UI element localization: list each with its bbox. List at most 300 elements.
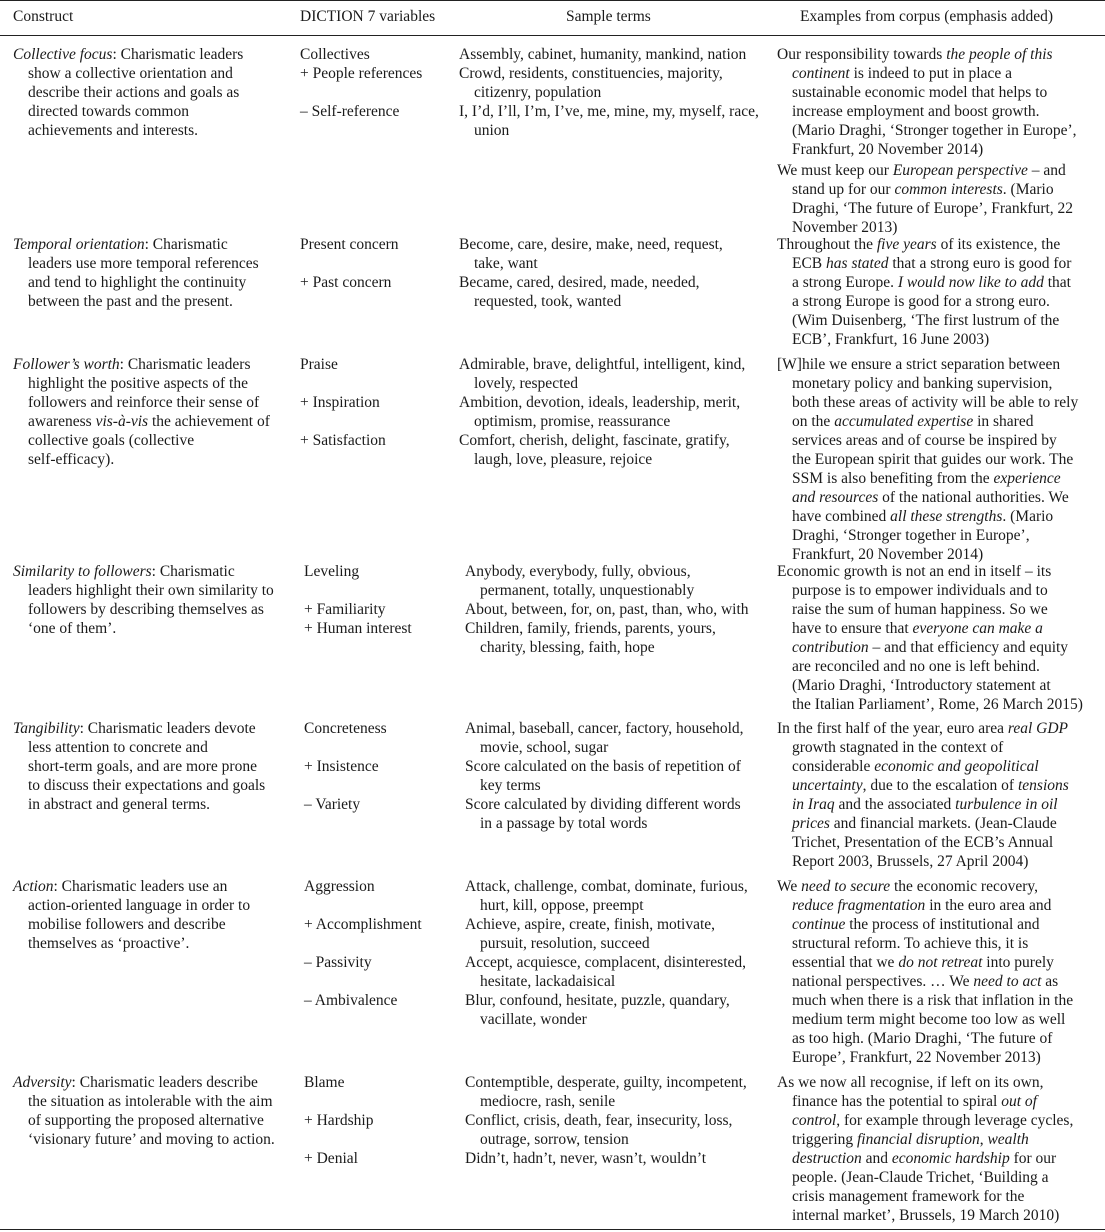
emphasis: European perspective bbox=[892, 162, 1028, 180]
text-run: structural reform. To achieve this, it is bbox=[792, 935, 1029, 953]
text-run: a strong Europe is good for a strong euro. bbox=[792, 293, 1050, 311]
terms-line: Score calculated on the basis of repetition of bbox=[465, 758, 741, 776]
text-run: of supporting the proposed alternative bbox=[28, 1112, 264, 1130]
terms-line: Ambition, devotion, ideals, leadership, merit, bbox=[459, 394, 741, 412]
corpus-example bbox=[777, 355, 1097, 565]
construct-cell bbox=[13, 1073, 275, 1149]
example-line bbox=[777, 161, 1097, 180]
emphasis: Tangibility bbox=[13, 720, 80, 737]
emphasis: I would now like to add bbox=[897, 274, 1044, 292]
text-run: into purely bbox=[982, 954, 1054, 972]
example-line bbox=[777, 852, 1097, 871]
text-run: : Charismatic leaders use an bbox=[53, 878, 228, 895]
example-line bbox=[777, 776, 1097, 795]
text-run: the Italian Parliament’, Rome, 26 March 2015) bbox=[792, 696, 1083, 714]
text-run: and the associated bbox=[834, 796, 956, 814]
example-line bbox=[777, 695, 1097, 714]
text-run: sustainable economic model that helps to bbox=[792, 84, 1048, 102]
header-examples: Examples from corpus (emphasis added) bbox=[800, 8, 1054, 25]
example-line bbox=[777, 1111, 1097, 1130]
text-run: directed towards common bbox=[28, 103, 189, 121]
diction-variable: Praise bbox=[300, 356, 338, 373]
text-run: followers and reinforce their sense of bbox=[28, 394, 260, 412]
text-run: a strong Europe. bbox=[792, 274, 898, 292]
sample-terms bbox=[465, 915, 775, 953]
construct-cell bbox=[13, 562, 274, 638]
construct-line bbox=[13, 121, 243, 140]
construct-line bbox=[13, 719, 265, 738]
text-run: less attention to concrete and bbox=[28, 739, 208, 757]
corpus-example bbox=[777, 235, 1097, 349]
example-line bbox=[777, 877, 1097, 896]
text-run: the economic recovery, bbox=[890, 878, 1039, 895]
example-line bbox=[777, 469, 1097, 488]
example-line bbox=[777, 795, 1097, 814]
text-run: As we now all recognise, if left on its own, bbox=[777, 1074, 1044, 1091]
terms-line: Anybody, everybody, fully, obvious, bbox=[465, 563, 691, 580]
terms-line: charity, blessing, faith, hope bbox=[480, 639, 655, 657]
sample-terms bbox=[465, 795, 775, 833]
text-run: ‘visionary future’ and moving to action. bbox=[28, 1131, 275, 1149]
diction-variable: – Variety bbox=[304, 796, 361, 814]
text-run: Our responsibility towards bbox=[777, 46, 947, 63]
example-line bbox=[777, 1073, 1097, 1092]
bottom-rule bbox=[0, 1229, 1105, 1230]
terms-line: Blur, confound, hesitate, puzzle, quandary, bbox=[465, 992, 730, 1010]
diction-variable: + Inspiration bbox=[300, 394, 380, 412]
text-run: self-efficacy). bbox=[28, 451, 115, 469]
emphasis: continent bbox=[792, 65, 850, 83]
text-run: Draghi, ‘Stronger together in Europe’, bbox=[792, 527, 1030, 545]
construct-line bbox=[13, 102, 243, 121]
sample-terms bbox=[465, 600, 775, 619]
text-run: ‘one of them’. bbox=[28, 620, 117, 638]
text-run: between the past and the present. bbox=[28, 293, 233, 311]
example-line bbox=[777, 121, 1097, 140]
text-run: national perspectives. … We bbox=[792, 973, 974, 991]
emphasis: experience bbox=[993, 470, 1061, 488]
example-line bbox=[777, 450, 1097, 469]
example-line bbox=[777, 412, 1097, 431]
emphasis: everyone can make a bbox=[912, 620, 1043, 638]
construct-line bbox=[13, 83, 243, 102]
text-run: mobilise followers and describe bbox=[28, 916, 226, 934]
construct-line bbox=[13, 562, 274, 581]
emphasis: destruction bbox=[792, 1150, 862, 1168]
construct-line bbox=[13, 757, 265, 776]
text-run: that a strong euro is good for bbox=[888, 255, 1072, 273]
emphasis: do not retreat bbox=[898, 954, 983, 972]
text-run: collective goals (collective bbox=[28, 432, 195, 450]
text-run: the situation as intolerable with the aim bbox=[28, 1093, 273, 1111]
sample-terms bbox=[465, 757, 775, 795]
example-line bbox=[777, 738, 1097, 757]
terms-line: key terms bbox=[480, 777, 541, 795]
text-run: increase employment and boost growth. bbox=[792, 103, 1040, 121]
text-run: themselves as ‘proactive’. bbox=[28, 935, 190, 953]
text-run: ECB’, Frankfurt, 16 June 2003) bbox=[792, 331, 990, 349]
emphasis: need to secure bbox=[801, 878, 891, 895]
example-line bbox=[777, 488, 1097, 507]
emphasis: the people of this bbox=[946, 46, 1053, 63]
text-run: . (Mario bbox=[1002, 508, 1054, 526]
construct-line bbox=[13, 1073, 275, 1092]
example-line bbox=[777, 1149, 1097, 1168]
example-line bbox=[777, 1130, 1097, 1149]
text-run: crisis management framework for the bbox=[792, 1188, 1025, 1206]
text-run: monetary policy and banking supervision, bbox=[792, 375, 1053, 393]
text-run: achievements and interests. bbox=[28, 122, 199, 140]
example-line bbox=[777, 953, 1097, 972]
diction-variable: – Passivity bbox=[304, 954, 372, 972]
terms-line: requested, took, wanted bbox=[474, 293, 622, 311]
terms-line: About, between, for, on, past, than, who, with bbox=[465, 601, 749, 619]
terms-line: Crowd, residents, constituencies, majority, bbox=[459, 65, 723, 83]
emphasis: economic hardship bbox=[891, 1150, 1010, 1168]
text-run: November 2013) bbox=[792, 219, 898, 237]
example-line bbox=[777, 292, 1097, 311]
example-line bbox=[777, 1010, 1097, 1029]
text-run: : Charismatic bbox=[151, 563, 235, 580]
text-run: (Mario Draghi, ‘Introductory statement at bbox=[792, 677, 1051, 695]
example-line bbox=[777, 638, 1097, 657]
construct-line bbox=[13, 412, 270, 431]
example-line bbox=[777, 833, 1097, 852]
text-run: to discuss their expectations and goals bbox=[28, 777, 266, 795]
construct-line bbox=[13, 273, 259, 292]
construct-line bbox=[13, 1111, 275, 1130]
emphasis: five years bbox=[876, 236, 937, 253]
example-line bbox=[777, 102, 1097, 121]
header-diction: DICTION 7 variables bbox=[300, 8, 436, 25]
example-line bbox=[777, 719, 1097, 738]
corpus-example bbox=[777, 45, 1097, 159]
emphasis: wealth bbox=[987, 1131, 1029, 1149]
sample-terms bbox=[459, 431, 769, 469]
example-line bbox=[777, 199, 1097, 218]
terms-line: Contemptible, desperate, guilty, incompetent, bbox=[465, 1074, 747, 1091]
terms-line: I, I’d, I’ll, I’m, I’ve, me, mine, my, myself, race, bbox=[459, 103, 759, 121]
text-run: in the euro area and bbox=[925, 897, 1052, 915]
example-line bbox=[777, 507, 1097, 526]
text-run: Europe’, Frankfurt, 22 November 2013) bbox=[792, 1049, 1041, 1067]
text-run: Frankfurt, 20 November 2014) bbox=[792, 546, 984, 564]
example-line bbox=[777, 657, 1097, 676]
example-line bbox=[777, 1092, 1097, 1111]
diction-variable: – Self-reference bbox=[300, 103, 400, 121]
sample-terms bbox=[465, 1073, 775, 1111]
terms-line: Accept, acquiesce, complacent, disinterested, bbox=[465, 954, 747, 972]
construct-line bbox=[13, 934, 250, 953]
top-rule bbox=[0, 0, 1105, 1]
text-run: and financial markets. (Jean-Claude bbox=[829, 815, 1057, 833]
terms-line: Admirable, brave, delightful, intelligent, kind, bbox=[459, 356, 746, 373]
terms-line: mediocre, rash, senile bbox=[480, 1093, 616, 1111]
sample-terms bbox=[459, 102, 769, 140]
construct-cell bbox=[13, 877, 250, 953]
text-run: Draghi, ‘The future of Europe’, Frankfurt, 22 bbox=[792, 200, 1074, 218]
emphasis: reduce fragmentation bbox=[792, 897, 926, 915]
example-line bbox=[777, 526, 1097, 545]
terms-line: laugh, love, pleasure, rejoice bbox=[474, 451, 653, 469]
emphasis: Temporal orientation bbox=[13, 236, 145, 253]
emphasis: real GDP bbox=[1007, 720, 1069, 737]
sample-terms bbox=[459, 64, 769, 102]
construct-cell bbox=[13, 45, 243, 140]
example-line bbox=[777, 374, 1097, 393]
text-run: internal market’, Brussels, 19 March 2010) bbox=[792, 1207, 1060, 1225]
text-run: , bbox=[979, 1131, 988, 1149]
text-run: on the bbox=[792, 413, 835, 431]
example-line bbox=[777, 140, 1097, 159]
construct-line bbox=[13, 1130, 275, 1149]
text-run: as too high. (Mario Draghi, ‘The future of bbox=[792, 1030, 1053, 1048]
diction-variable: Collectives bbox=[300, 46, 370, 63]
text-run: We bbox=[777, 878, 802, 895]
terms-line: union bbox=[474, 122, 510, 140]
example-line bbox=[777, 83, 1097, 102]
diction-variable: – Ambivalence bbox=[304, 992, 398, 1010]
text-run: ECB bbox=[792, 255, 827, 273]
construct-cell bbox=[13, 719, 265, 814]
emphasis: Similarity to followers bbox=[13, 563, 152, 580]
text-run: leaders use more temporal references bbox=[28, 255, 259, 273]
example-line bbox=[777, 600, 1097, 619]
construct-line bbox=[13, 393, 270, 412]
text-run: is indeed to put in place a bbox=[849, 65, 1012, 83]
text-run: Throughout the bbox=[777, 236, 877, 253]
text-run: essential that we bbox=[792, 954, 899, 972]
text-run: considerable bbox=[792, 758, 875, 776]
corpus-example bbox=[777, 1073, 1097, 1225]
emphasis: turbulence in oil bbox=[955, 796, 1058, 814]
text-run: the process of institutional and bbox=[845, 916, 1040, 934]
text-run: much when there is a risk that inflation in the bbox=[792, 992, 1074, 1010]
sample-terms bbox=[465, 719, 775, 757]
emphasis: Follower’s worth bbox=[13, 356, 120, 373]
terms-line: Assembly, cabinet, humanity, mankind, nation bbox=[459, 46, 747, 63]
example-line bbox=[777, 311, 1097, 330]
emphasis: in Iraq bbox=[792, 796, 835, 814]
emphasis: accumulated expertise bbox=[834, 413, 974, 431]
example-line bbox=[777, 355, 1097, 374]
diction-variable: Blame bbox=[304, 1074, 345, 1091]
terms-line: Become, care, desire, make, need, request, bbox=[459, 236, 723, 253]
emphasis: financial disruption bbox=[857, 1131, 980, 1149]
example-line bbox=[777, 619, 1097, 638]
corpus-example bbox=[777, 161, 1097, 237]
construct-line bbox=[13, 374, 270, 393]
example-line bbox=[777, 393, 1097, 412]
terms-line: Comfort, cherish, delight, fascinate, gratify, bbox=[459, 432, 730, 450]
text-run: raise the sum of human happiness. So we bbox=[792, 601, 1048, 619]
emphasis: Collective focus bbox=[13, 46, 113, 63]
terms-line: lovely, respected bbox=[474, 375, 579, 393]
text-run: finance has the potential to spiral bbox=[792, 1093, 1002, 1111]
text-run: triggering bbox=[792, 1131, 857, 1149]
text-run: : Charismatic leaders bbox=[119, 356, 251, 373]
emphasis: continue bbox=[792, 916, 846, 934]
example-line bbox=[777, 254, 1097, 273]
diction-variable: + People references bbox=[300, 65, 423, 83]
diction-variable: + Familiarity bbox=[304, 601, 386, 619]
emphasis: all these strengths bbox=[890, 508, 1003, 526]
header-construct: Construct bbox=[13, 8, 74, 25]
text-run: leaders highlight their own similarity to bbox=[28, 582, 274, 600]
sample-terms bbox=[459, 355, 769, 393]
example-line bbox=[777, 330, 1097, 349]
text-run: stand up for our bbox=[792, 181, 895, 199]
construct-line bbox=[13, 619, 274, 638]
diction-variable: Aggression bbox=[304, 878, 375, 895]
terms-line: in a passage by total words bbox=[480, 815, 648, 833]
text-run: In the first half of the year, euro area bbox=[777, 720, 1008, 737]
example-line bbox=[777, 814, 1097, 833]
text-run: (Mario Draghi, ‘Stronger together in Europe’, bbox=[792, 122, 1077, 140]
text-run: , for example through leverage cycles, bbox=[836, 1112, 1074, 1130]
text-run: are reconciled and no one is left behind. bbox=[792, 658, 1040, 676]
example-line bbox=[777, 896, 1097, 915]
construct-line bbox=[13, 64, 243, 83]
text-run: of its existence, the bbox=[936, 236, 1061, 253]
example-line bbox=[777, 915, 1097, 934]
diction-variable: + Past concern bbox=[300, 274, 392, 292]
example-line bbox=[777, 235, 1097, 254]
construct-line bbox=[13, 45, 243, 64]
text-run: have combined bbox=[792, 508, 891, 526]
example-line bbox=[777, 1029, 1097, 1048]
construct-line bbox=[13, 431, 270, 450]
text-run: : Charismatic leaders devote bbox=[79, 720, 256, 737]
emphasis: economic and geopolitical bbox=[874, 758, 1039, 776]
sample-terms bbox=[465, 1111, 775, 1149]
construct-line bbox=[13, 1092, 275, 1111]
example-line bbox=[777, 64, 1097, 83]
diction-variable: + Human interest bbox=[304, 620, 412, 638]
terms-line: hesitate, lackadaisical bbox=[480, 973, 616, 991]
emphasis: tensions bbox=[1017, 777, 1069, 795]
terms-line: Score calculated by dividing different words bbox=[465, 796, 741, 814]
terms-line: Attack, challenge, combat, dominate, furious, bbox=[465, 878, 748, 895]
example-line bbox=[777, 676, 1097, 695]
terms-line: Conflict, crisis, death, fear, insecurity, loss, bbox=[465, 1112, 733, 1130]
text-run: SSM is also benefiting from the bbox=[792, 470, 994, 488]
header-terms: Sample terms bbox=[566, 8, 651, 25]
header-rule bbox=[0, 35, 1105, 36]
text-run: , due to the escalation of bbox=[862, 777, 1018, 795]
text-run: medium term might become too low as well bbox=[792, 1011, 1066, 1029]
example-line bbox=[777, 1206, 1097, 1225]
text-run: for our bbox=[1009, 1150, 1057, 1168]
construct-line bbox=[13, 795, 265, 814]
construct-line bbox=[13, 581, 274, 600]
text-run: action-oriented language in order to bbox=[28, 897, 251, 915]
text-run: people. (Jean-Claude Trichet, ‘Building a bbox=[792, 1169, 1049, 1187]
sample-terms bbox=[459, 45, 769, 64]
sample-terms bbox=[465, 1149, 775, 1168]
construct-line bbox=[13, 776, 265, 795]
sample-terms bbox=[465, 562, 775, 600]
text-run: in shared bbox=[973, 413, 1034, 431]
example-line bbox=[777, 1168, 1097, 1187]
text-run: Report 2003, Brussels, 27 April 2004) bbox=[792, 853, 1029, 871]
text-run: have to ensure that bbox=[792, 620, 913, 638]
text-run: : Charismatic bbox=[144, 236, 228, 253]
terms-line: citizenry, population bbox=[474, 84, 602, 102]
terms-line: outrage, sorrow, tension bbox=[480, 1131, 629, 1149]
construct-line bbox=[13, 292, 259, 311]
text-run: : Charismatic leaders bbox=[112, 46, 244, 63]
diction-variable: + Accomplishment bbox=[304, 916, 422, 934]
diction-variable: + Insistence bbox=[304, 758, 379, 776]
diction-variable: Present concern bbox=[300, 236, 399, 253]
diction-variable: Concreteness bbox=[304, 720, 387, 737]
sample-terms bbox=[465, 953, 775, 991]
emphasis: Action bbox=[13, 878, 54, 895]
text-run: awareness bbox=[28, 413, 96, 431]
construct-line bbox=[13, 600, 274, 619]
example-line bbox=[777, 972, 1097, 991]
text-run: Economic growth is not an end in itself – its bbox=[777, 563, 1052, 580]
emphasis: common interests bbox=[894, 181, 1003, 199]
terms-line: Animal, baseball, cancer, factory, household, bbox=[465, 720, 744, 737]
emphasis: control bbox=[792, 1112, 837, 1130]
text-run: followers by describing themselves as bbox=[28, 601, 264, 619]
text-run: and bbox=[861, 1150, 892, 1168]
emphasis: uncertainty bbox=[792, 777, 863, 795]
terms-line: Children, family, friends, parents, yours, bbox=[465, 620, 716, 638]
emphasis: has stated bbox=[826, 255, 889, 273]
construct-line bbox=[13, 896, 250, 915]
construct-line bbox=[13, 235, 259, 254]
text-run: and tend to highlight the continuity bbox=[28, 274, 247, 292]
construct-line bbox=[13, 915, 250, 934]
sample-terms bbox=[459, 235, 769, 273]
terms-line: optimism, promise, reassurance bbox=[474, 413, 671, 431]
sample-terms bbox=[459, 393, 769, 431]
emphasis: out of bbox=[1001, 1093, 1037, 1111]
sample-terms bbox=[459, 273, 769, 311]
construct-line bbox=[13, 450, 270, 469]
example-line bbox=[777, 581, 1097, 600]
text-run: highlight the positive aspects of the bbox=[28, 375, 248, 393]
emphasis: Adversity bbox=[13, 1074, 72, 1091]
text-run: show a collective orientation and bbox=[28, 65, 233, 83]
sample-terms bbox=[465, 991, 775, 1029]
emphasis: vis-à-vis bbox=[95, 413, 149, 431]
text-run: describe their actions and goals as bbox=[28, 84, 240, 102]
construct-cell bbox=[13, 355, 270, 469]
text-run: the achievement of bbox=[148, 413, 270, 431]
emphasis: prices bbox=[792, 815, 830, 833]
terms-line: Achieve, aspire, create, finish, motivate, bbox=[465, 916, 716, 934]
example-line bbox=[777, 1048, 1097, 1067]
terms-line: permanent, totally, unquestionably bbox=[480, 582, 695, 600]
example-line bbox=[777, 934, 1097, 953]
terms-line: movie, school, sugar bbox=[480, 739, 609, 757]
text-run: in abstract and general terms. bbox=[28, 796, 211, 814]
corpus-example bbox=[777, 562, 1097, 714]
text-run: : Charismatic leaders describe bbox=[71, 1074, 258, 1091]
example-line bbox=[777, 180, 1097, 199]
construct-line bbox=[13, 254, 259, 273]
emphasis: and resources bbox=[792, 489, 879, 507]
construct-cell bbox=[13, 235, 259, 311]
emphasis: need to act bbox=[973, 973, 1042, 991]
terms-line: take, want bbox=[474, 255, 538, 273]
diction-variable: + Denial bbox=[304, 1150, 358, 1168]
text-run: (Wim Duisenberg, ‘The first lustrum of the bbox=[792, 312, 1060, 330]
